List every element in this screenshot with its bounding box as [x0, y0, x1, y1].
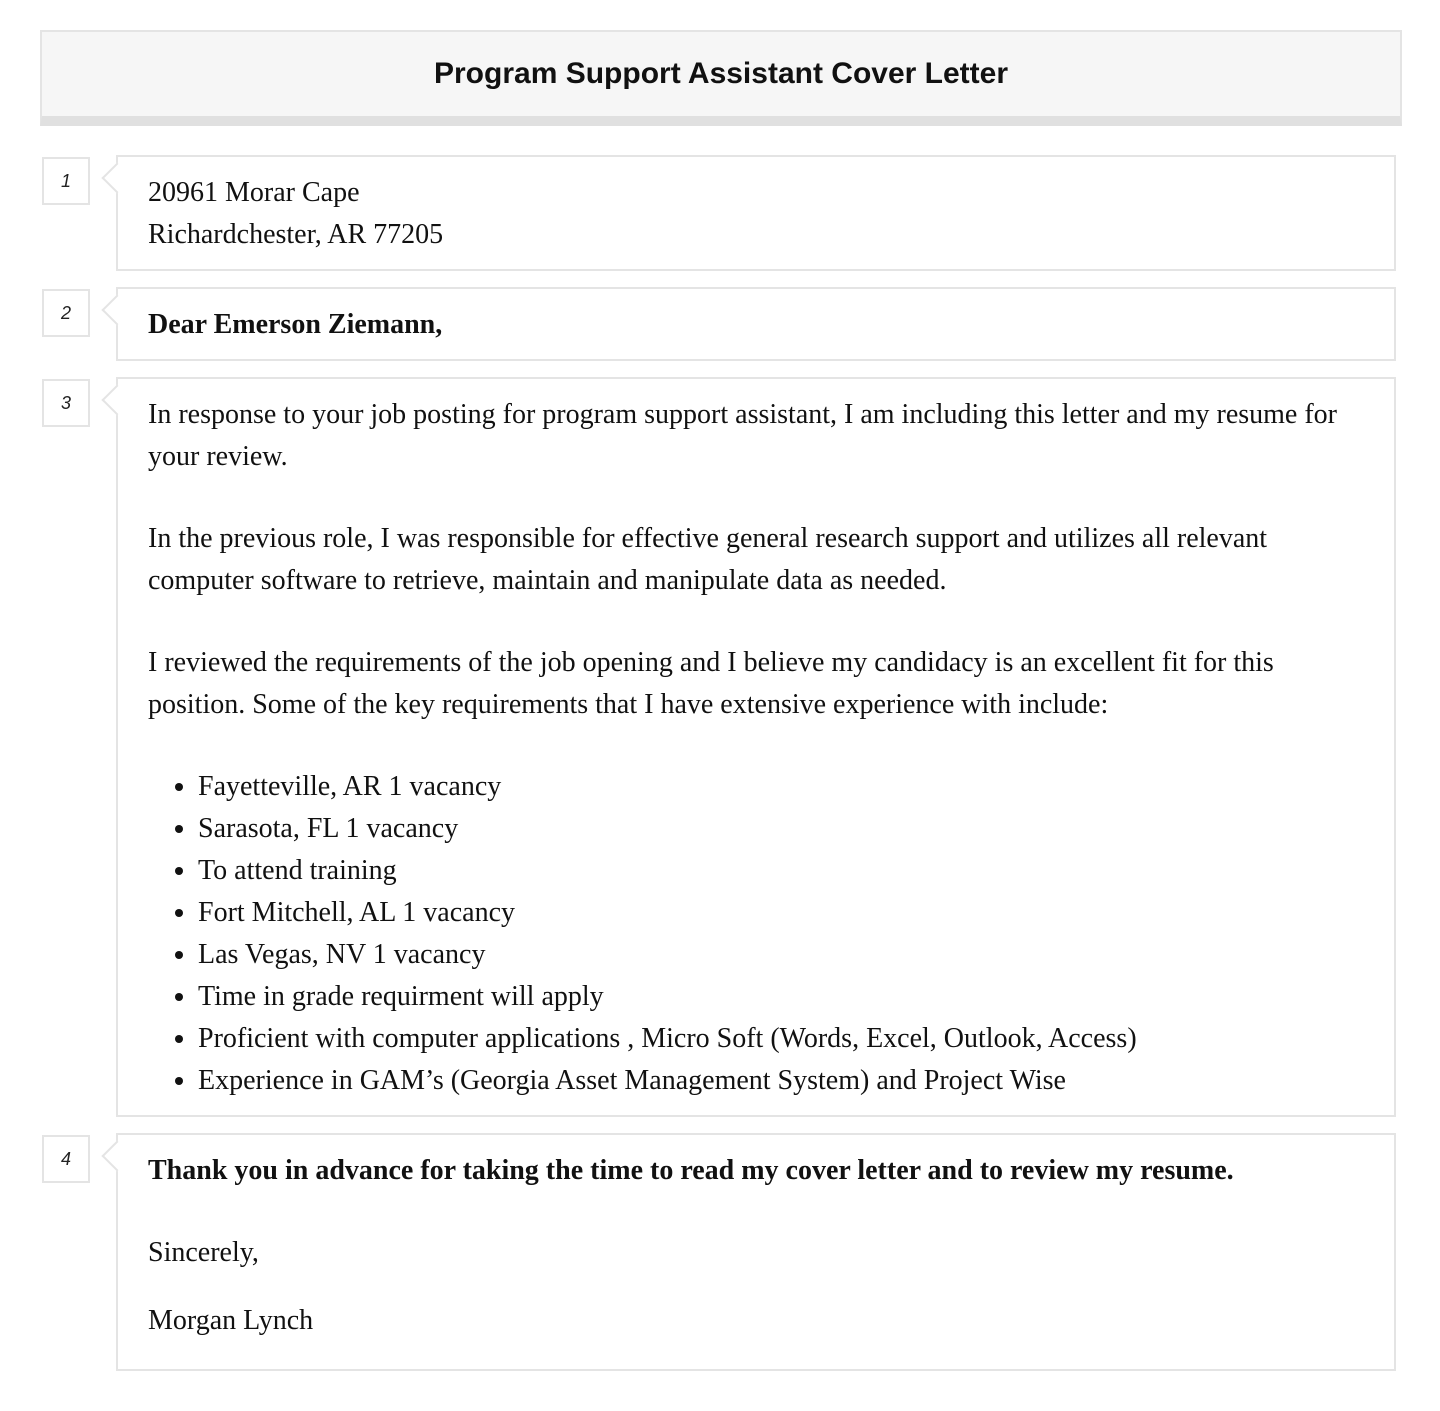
- closing-statement: Thank you in advance for taking the time to read my cover letter and to review my resume.: [148, 1155, 1234, 1186]
- list-item: • Las Vegas, NV 1 vacancy: [198, 934, 1364, 976]
- list-item: • Time in grade requirment will apply: [198, 976, 1364, 1018]
- list-item: • Fayetteville, AR 1 vacancy: [198, 766, 1364, 808]
- body-card: [116, 377, 1396, 1117]
- body-paragraph-1: In response to your job posting for program support assistant, I am including this letter and my resume for your review.: [148, 399, 1338, 472]
- list-item: • Experience in GAM’s (Georgia Asset Management System) and Project Wise: [198, 1060, 1364, 1102]
- section-number: 3: [42, 379, 90, 427]
- closing-card: [116, 1133, 1396, 1371]
- requirements-list: [148, 766, 1364, 1102]
- list-item: • To attend training: [198, 850, 1364, 892]
- address-line-1: 20961 Morar Cape: [148, 177, 360, 208]
- salutation: Dear Emerson Ziemann,: [148, 309, 443, 340]
- signature-name: Morgan Lynch: [148, 1305, 314, 1336]
- salutation-card: [116, 287, 1396, 361]
- list-item: • Sarasota, FL 1 vacancy: [198, 808, 1364, 850]
- body-paragraph-3: I reviewed the requirements of the job opening and I believe my candidacy is an excellent fit for this position. Some of the key requirements that I have extensive experience with include:: [148, 647, 1274, 720]
- list-item: • Proficient with computer applications , Micro Soft (Words, Excel, Outlook, Access): [198, 1018, 1364, 1060]
- body-paragraph-2: In the previous role, I was responsible for effective general research support and utilizes all relevant computer software to retrieve, maintain and manipulate data as needed.: [148, 523, 1268, 596]
- page-title: Program Support Assistant Cover Letter: [434, 57, 1008, 90]
- section-number: 2: [42, 289, 90, 337]
- title-bar: [40, 30, 1402, 126]
- address-card: [116, 155, 1396, 271]
- section-number: 4: [42, 1135, 90, 1183]
- section-number: 1: [42, 157, 90, 205]
- signoff: Sincerely,: [148, 1237, 259, 1268]
- list-item: • Fort Mitchell, AL 1 vacancy: [198, 892, 1364, 934]
- address-line-2: Richardchester, AR 77205: [148, 219, 444, 250]
